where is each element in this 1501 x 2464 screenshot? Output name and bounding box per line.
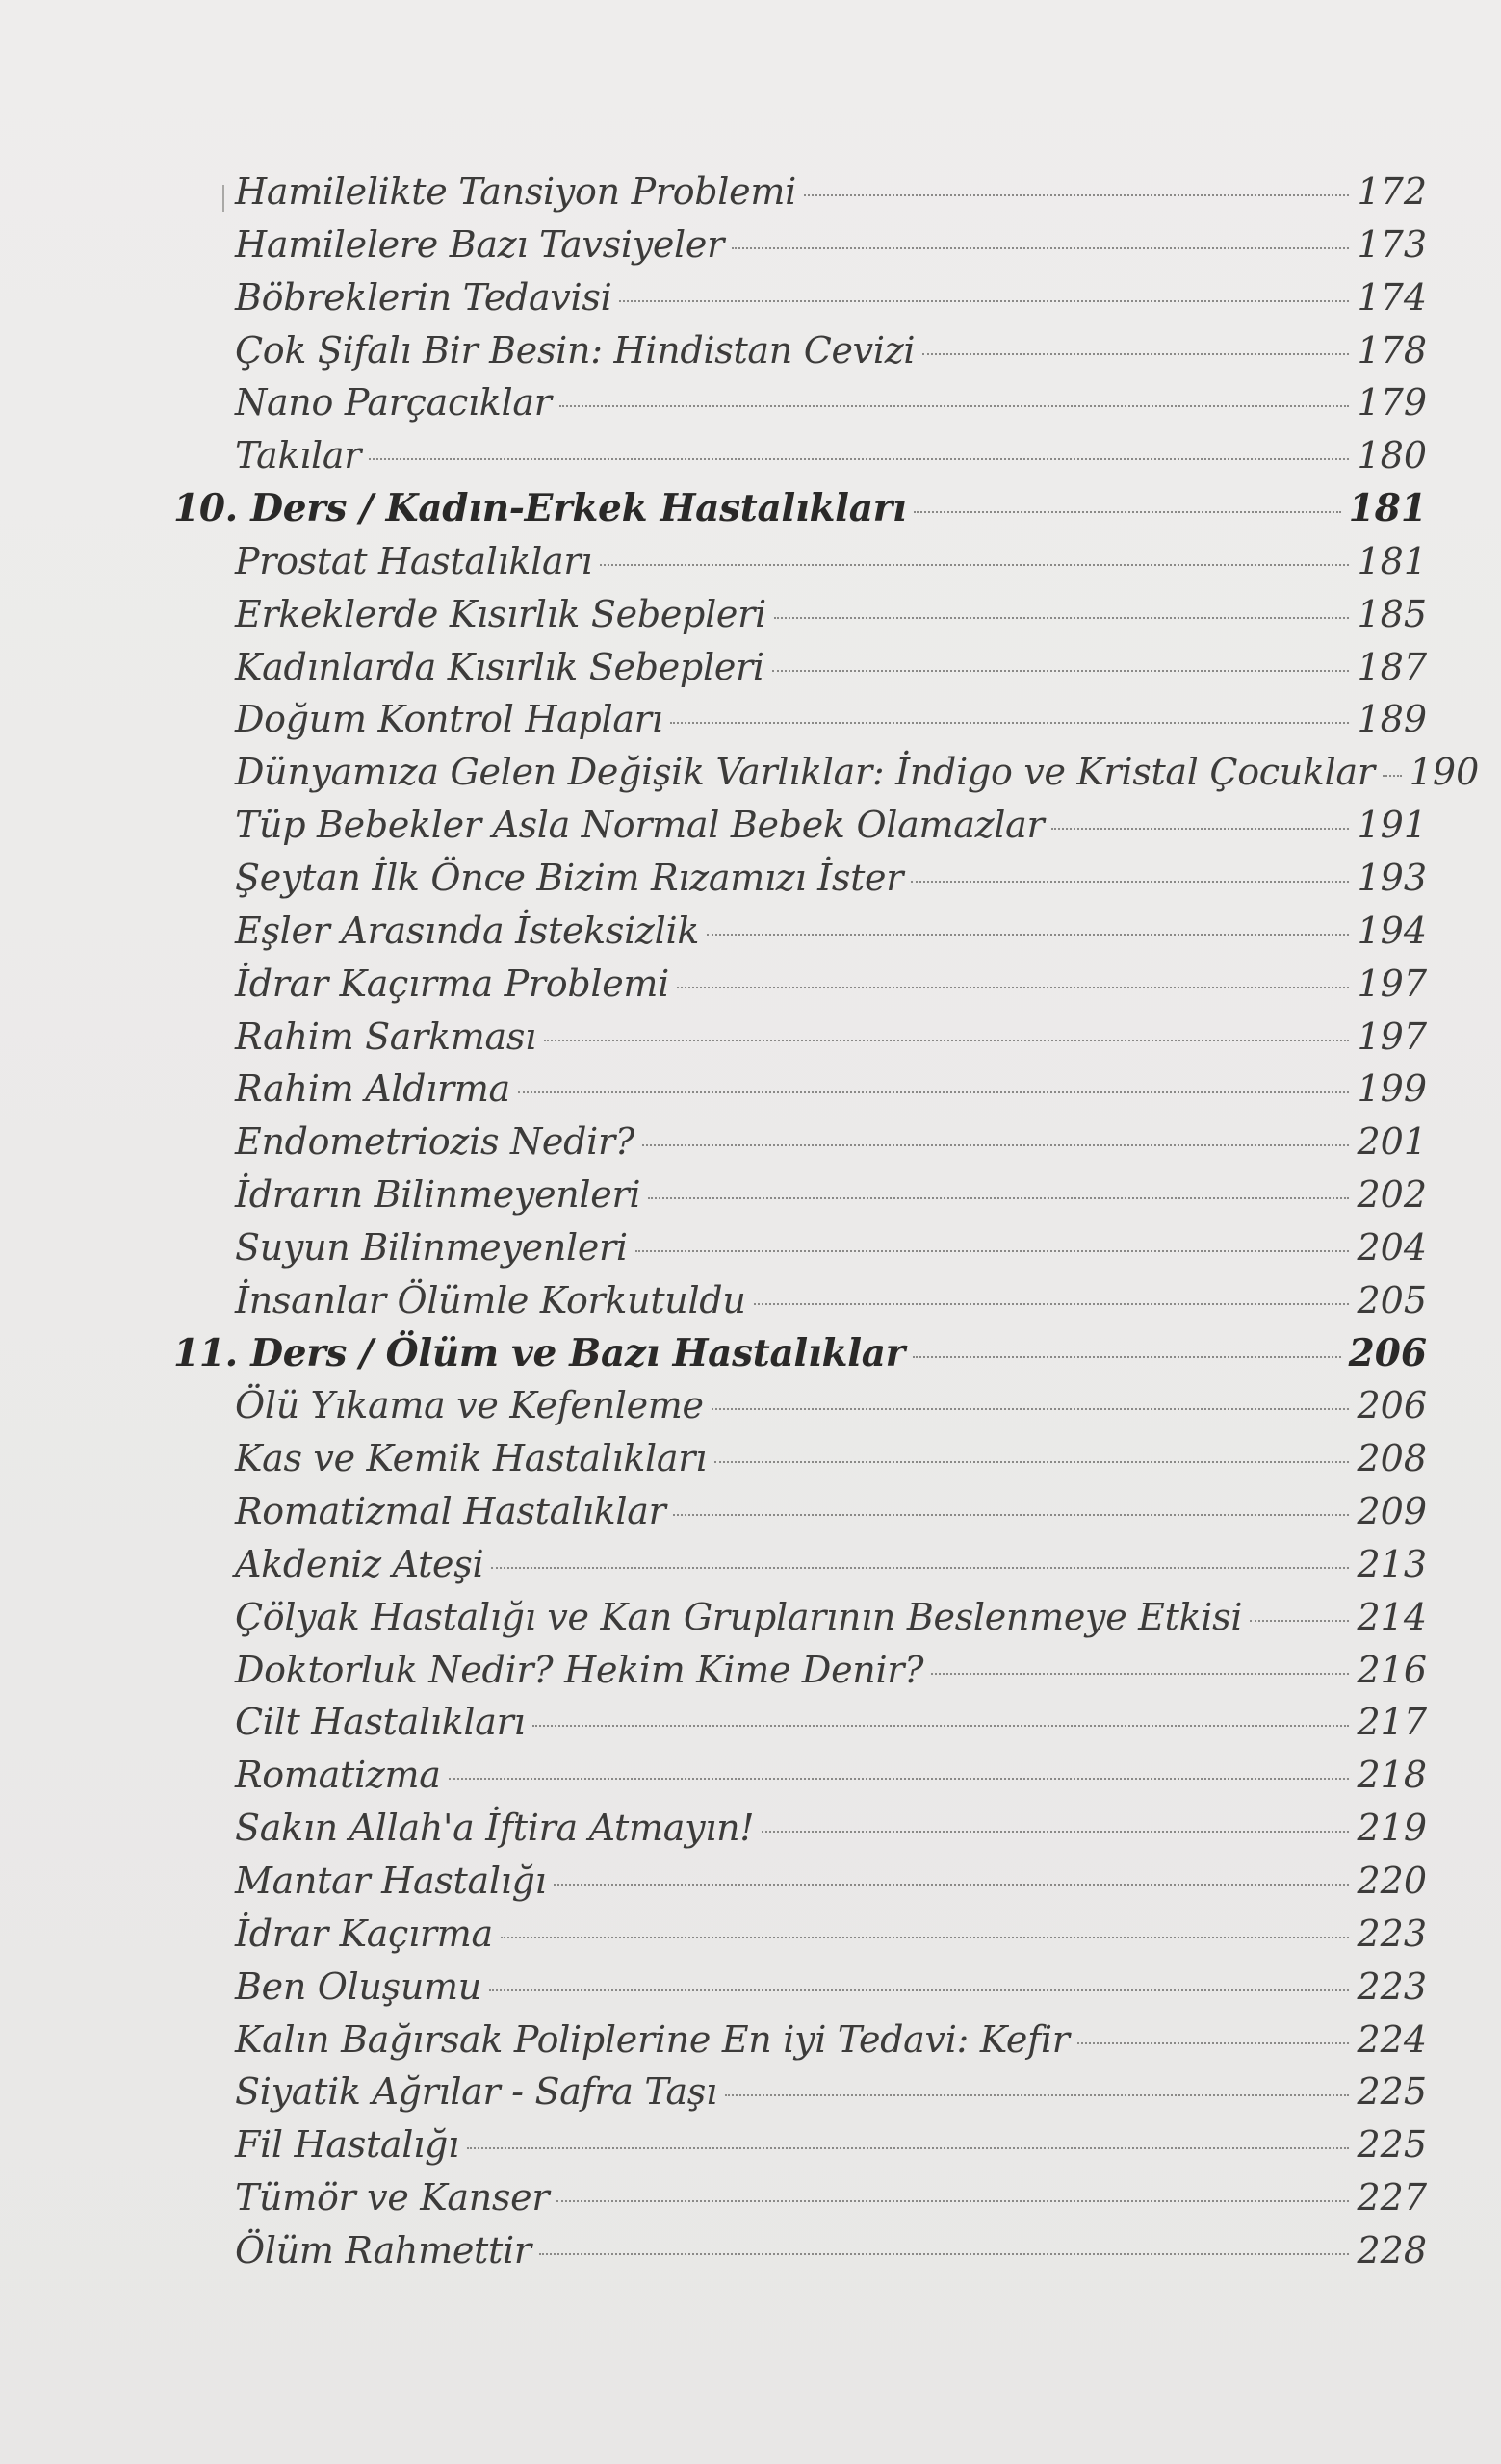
toc-page-number: 217 xyxy=(1357,1701,1427,1744)
toc-entry xyxy=(173,1168,1427,1221)
toc-page-number: 197 xyxy=(1357,1014,1427,1058)
dot-leader xyxy=(673,1514,1349,1516)
toc-page-number: 202 xyxy=(1357,1173,1427,1217)
toc-page-number: 180 xyxy=(1357,434,1427,477)
dot-leader xyxy=(619,300,1349,302)
toc-entry xyxy=(173,1802,1427,1855)
toc-entry-title: Erkeklerde Kısırlık Sebepleri xyxy=(235,592,766,635)
toc-entry xyxy=(173,1432,1427,1485)
toc-entry-title: Tüp Bebekler Asla Normal Bebek Olamazlar xyxy=(235,804,1045,847)
toc-page-number: 199 xyxy=(1357,1067,1427,1111)
toc-entry xyxy=(173,535,1427,588)
dot-leader xyxy=(489,1989,1350,1991)
toc-entry-title: Akdeniz Ateşi xyxy=(235,1542,484,1585)
dot-leader xyxy=(467,2147,1350,2149)
dot-leader xyxy=(911,881,1349,883)
toc-page-number: 225 xyxy=(1357,2070,1427,2114)
dot-leader xyxy=(712,1408,1350,1410)
toc-page-number: 201 xyxy=(1357,1120,1427,1164)
toc-entry xyxy=(173,1696,1427,1749)
toc-entry-title: Çölyak Hastalığı ve Kan Gruplarının Beslenmeye Etkisi xyxy=(235,1595,1243,1638)
toc-page-number: 204 xyxy=(1357,1225,1427,1269)
toc-page-number: 179 xyxy=(1357,381,1427,424)
dot-leader xyxy=(539,2253,1350,2255)
dot-leader xyxy=(754,1303,1350,1305)
toc-page-number: 185 xyxy=(1357,592,1427,635)
dot-leader xyxy=(914,511,1340,513)
dot-leader xyxy=(922,353,1349,355)
toc-entry xyxy=(173,2066,1427,2118)
toc-entry-title: Eşler Arasında İsteksizlik xyxy=(235,909,700,952)
toc-entry xyxy=(173,2118,1427,2171)
toc-entry xyxy=(173,693,1427,746)
toc-entry xyxy=(173,905,1427,958)
toc-page-number: 189 xyxy=(1357,698,1427,741)
toc-entry-title: Fil Hastalığı xyxy=(235,2123,459,2167)
dot-leader xyxy=(1383,775,1402,777)
toc-entry-title: Çok Şifalı Bir Besin: Hindistan Cevizi xyxy=(235,328,916,372)
dot-leader xyxy=(635,1250,1350,1252)
toc-page-number: 209 xyxy=(1357,1490,1427,1533)
toc-page-number: 205 xyxy=(1357,1278,1427,1322)
toc-entry xyxy=(173,641,1427,694)
dot-leader xyxy=(554,1884,1349,1886)
dot-leader xyxy=(532,1725,1349,1727)
toc-entry xyxy=(173,799,1427,852)
toc-entry-title: Ölü Yıkama ve Kefenleme xyxy=(235,1384,704,1427)
dot-leader xyxy=(931,1673,1349,1675)
toc-page-number: 174 xyxy=(1357,275,1427,319)
toc-entry-title: Böbreklerin Tedavisi xyxy=(235,275,612,319)
dot-leader xyxy=(1077,2042,1350,2044)
toc-entry xyxy=(173,958,1427,1011)
toc-entry-title: Nano Parçacıklar xyxy=(235,381,552,424)
dot-leader xyxy=(670,722,1349,724)
dot-leader xyxy=(544,1040,1350,1041)
toc-entry-title: Prostat Hastalıkları xyxy=(235,539,593,582)
toc-entry-title: Cilt Hastalıkları xyxy=(235,1701,526,1744)
toc-page-number: 172 xyxy=(1357,170,1427,213)
table-of-contents xyxy=(173,166,1480,2277)
toc-entry-title: Hamilelere Bazı Tavsiyeler xyxy=(235,222,724,266)
toc-page-number: 191 xyxy=(1357,804,1427,847)
toc-entry-title: İnsanlar Ölümle Korkutuldu xyxy=(235,1278,746,1322)
toc-section-heading xyxy=(173,482,1427,535)
toc-entry xyxy=(173,1538,1427,1591)
toc-page-number: 214 xyxy=(1357,1595,1427,1638)
dot-leader xyxy=(725,2094,1350,2096)
toc-entry xyxy=(173,166,1427,218)
toc-entry-title: İdrar Kaçırma xyxy=(235,1912,493,1955)
toc-entry xyxy=(173,588,1427,641)
dot-leader xyxy=(1250,1620,1349,1622)
dot-leader xyxy=(491,1567,1349,1569)
toc-page-number: 173 xyxy=(1357,222,1427,266)
dot-leader xyxy=(556,2200,1349,2202)
dot-leader xyxy=(642,1144,1350,1146)
dot-leader xyxy=(369,458,1349,460)
toc-page-number: 206 xyxy=(1357,1384,1427,1427)
toc-page-number: 225 xyxy=(1357,2123,1427,2167)
toc-page-number: 216 xyxy=(1357,1648,1427,1691)
toc-entry xyxy=(173,852,1427,905)
toc-entry xyxy=(173,1379,1427,1432)
toc-entry xyxy=(173,2224,1427,2277)
toc-entry xyxy=(173,1749,1427,1802)
toc-entry xyxy=(173,429,1427,482)
toc-entry-title: Endometriozis Nedir? xyxy=(235,1120,634,1164)
dot-leader xyxy=(707,934,1349,936)
toc-entry-title: 10. Ders / Kadın-Erkek Hastalıkları xyxy=(173,486,907,531)
toc-entry xyxy=(173,2171,1427,2224)
toc-entry-title: Sakın Allah'a İftira Atmayın! xyxy=(235,1807,755,1850)
toc-page-number: 194 xyxy=(1357,909,1427,952)
toc-entry-title: Takılar xyxy=(235,434,362,477)
dot-leader xyxy=(1051,828,1349,830)
toc-page-number: 228 xyxy=(1357,2228,1427,2272)
toc-page-number: 190 xyxy=(1409,751,1480,794)
toc-entry-title: İdrar Kaçırma Problemi xyxy=(235,962,669,1005)
toc-entry-title: Romatizma xyxy=(235,1754,441,1797)
toc-page-number: 223 xyxy=(1357,1912,1427,1955)
toc-entry xyxy=(173,1485,1427,1538)
toc-page-number: 181 xyxy=(1357,539,1427,582)
toc-entry xyxy=(173,1961,1427,2014)
toc-entry-title: Romatizmal Hastalıklar xyxy=(235,1490,666,1533)
toc-page-number: 218 xyxy=(1357,1754,1427,1797)
dot-leader xyxy=(648,1197,1349,1199)
toc-entry-title: Doğum Kontrol Hapları xyxy=(235,698,663,741)
toc-entry xyxy=(173,271,1427,324)
toc-entry xyxy=(173,218,1427,271)
toc-page-number: 223 xyxy=(1357,1964,1427,2008)
toc-entry-title: Siyatik Ağrılar - Safra Taşı xyxy=(235,2070,717,2114)
toc-entry xyxy=(173,1011,1427,1064)
toc-entry-title: Hamilelikte Tansiyon Problemi xyxy=(235,170,796,213)
dot-leader xyxy=(518,1091,1350,1093)
dot-leader xyxy=(774,617,1350,619)
toc-page-number: 178 xyxy=(1357,328,1427,372)
toc-entry xyxy=(173,324,1427,377)
toc-entry xyxy=(173,1591,1427,1644)
toc-page-number: 213 xyxy=(1357,1542,1427,1585)
toc-entry xyxy=(173,376,1427,429)
toc-entry xyxy=(173,1221,1427,1274)
toc-entry-title: İdrarın Bilinmeyenleri xyxy=(235,1173,641,1217)
toc-page-number: 227 xyxy=(1357,2176,1427,2220)
toc-section-heading xyxy=(173,1327,1427,1380)
dot-leader xyxy=(732,247,1350,249)
dot-leader xyxy=(600,564,1349,566)
toc-page-number: 181 xyxy=(1348,486,1427,531)
toc-entry xyxy=(173,1644,1427,1697)
toc-entry-title: Rahim Sarkması xyxy=(235,1014,536,1058)
dot-leader xyxy=(559,405,1350,407)
toc-entry-title: Kadınlarda Kısırlık Sebepleri xyxy=(235,645,764,688)
toc-page-number: 197 xyxy=(1357,962,1427,1005)
toc-page-number: 219 xyxy=(1357,1807,1427,1850)
toc-entry xyxy=(173,1855,1427,1908)
toc-entry-title: Kalın Bağırsak Poliplerine En iyi Tedavi: Kefir xyxy=(235,2017,1070,2061)
dot-leader xyxy=(501,1937,1350,1938)
toc-entry xyxy=(173,1116,1427,1168)
toc-entry xyxy=(173,1908,1427,1961)
toc-entry xyxy=(173,2014,1427,2066)
toc-entry-title: Şeytan İlk Önce Bizim Rızamızı İster xyxy=(235,856,904,899)
toc-entry-title: Tümör ve Kanser xyxy=(235,2176,550,2220)
toc-entry-title: Doktorluk Nedir? Hekim Kime Denir? xyxy=(235,1648,924,1691)
dot-leader xyxy=(762,1831,1349,1833)
toc-entry-title: 11. Ders / Ölüm ve Bazı Hastalıklar xyxy=(173,1330,905,1375)
dot-leader xyxy=(913,1356,1341,1358)
dot-leader xyxy=(714,1461,1349,1463)
toc-page-number: 187 xyxy=(1357,645,1427,688)
dot-leader xyxy=(449,1778,1350,1780)
toc-entry-title: Kas ve Kemik Hastalıkları xyxy=(235,1437,707,1480)
toc-page-number: 224 xyxy=(1357,2017,1427,2061)
toc-entry-title: Dünyamıza Gelen Değişik Varlıklar: İndigo ve Kristal Çocuklar xyxy=(235,751,1375,794)
toc-page-number: 220 xyxy=(1357,1860,1427,1902)
toc-page-number: 208 xyxy=(1357,1437,1427,1480)
dot-leader xyxy=(804,194,1350,196)
dot-leader xyxy=(772,670,1350,672)
toc-entry xyxy=(173,746,1480,799)
toc-entry xyxy=(173,1063,1427,1116)
toc-page-number: 193 xyxy=(1357,856,1427,899)
toc-entry-title: Rahim Aldırma xyxy=(235,1067,510,1111)
toc-page-number: 206 xyxy=(1348,1330,1427,1375)
toc-entry xyxy=(173,1274,1427,1327)
toc-entry-title: Ölüm Rahmettir xyxy=(235,2228,531,2272)
toc-entry-title: Mantar Hastalığı xyxy=(235,1860,547,1902)
toc-entry-title: Suyun Bilinmeyenleri xyxy=(235,1225,628,1269)
toc-entry-title: Ben Oluşumu xyxy=(235,1964,481,2008)
dot-leader xyxy=(677,987,1349,988)
